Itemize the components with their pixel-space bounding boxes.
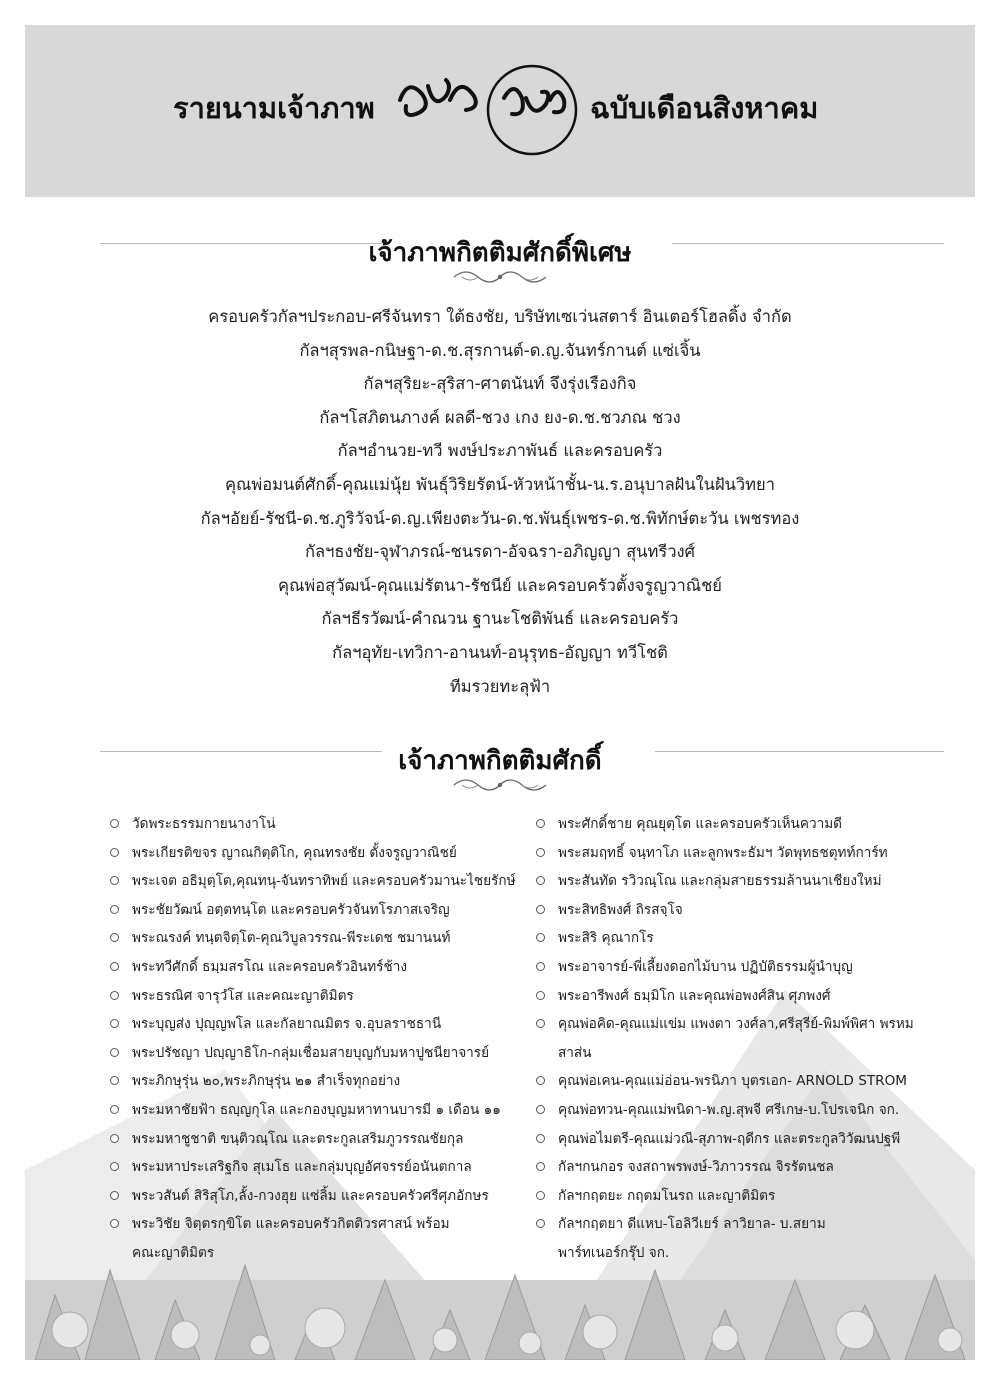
list-item: พระวิชัย จิตฺตรกฺขิโต และครอบครัวกิตติวรศาสน์ พร้อมคณะญาติมิตร — [108, 1210, 462, 1267]
list-item: คุณพ่อไมตรี-คุณแม่วณี-สุภาพ-ฤดีกร และตระกูลวิวัฒนปฐพี — [534, 1125, 954, 1154]
list-item: กัลฯอำนวย-ทวี พงษ์ประภาพันธ์ และครอบครัว — [337, 441, 663, 461]
circle-bullet-icon — [110, 1019, 119, 1028]
circle-bullet-icon — [536, 1019, 545, 1028]
list-item: พระอารีพงศ์ ธมฺมิโก และคุณพ่อพงศ์สิน ศุภพงศ์ — [534, 982, 954, 1011]
list-item: พระธรณิศ จารุวํโส และคณะญาติมิตร — [108, 982, 533, 1011]
list-item: ทีมรวยทะลุฟ้า — [449, 676, 551, 696]
circle-bullet-icon — [110, 962, 119, 971]
list-item: กัลฯกฤตยะ กฤตมโนรถ และญาติมิตร — [534, 1182, 954, 1211]
circle-bullet-icon — [536, 962, 545, 971]
list-item: กัลฯกนกอร จงสถาพรพงษ์-วิภาวรรณ จิรรัตนชล — [534, 1153, 954, 1182]
list-item: พระสิทธิพงศ์ ถิรสจฺโจ — [534, 896, 954, 925]
circle-bullet-icon — [110, 1162, 119, 1171]
list-item: พระวสันต์ สิริสุโภ,ลั้ง-กวงฮุย แซ่ลิ้ม และครอบครัวศรีศุภอักษร — [108, 1182, 533, 1211]
circle-bullet-icon — [536, 848, 545, 857]
honor-right-column — [534, 810, 954, 1268]
circle-bullet-icon — [536, 876, 545, 885]
list-item: พระศักดิ์ชาย คุณยุตฺโต และครอบครัวเห็นความดี — [534, 810, 954, 839]
header-left-text: รายนามเจ้าภาพ — [173, 91, 375, 125]
list-item: พระสิริ คุณากโร — [534, 924, 954, 953]
circle-bullet-icon — [536, 905, 545, 914]
list-item: คุณพ่อคิด-คุณแม่แข่ม แพงตา วงศ์ลา,ศรีสุรีย์-พิมพ์พิศา พรหมสาส่น — [534, 1010, 918, 1067]
circle-bullet-icon — [110, 848, 119, 857]
list-item: วัดพระธรรมกายนางาโน่ — [108, 810, 533, 839]
list-item: กัลฯโสภิตนภางค์ ผลดี-ชวง เกง ยง-ด.ช.ชวภณ ชวง — [319, 407, 681, 427]
circle-bullet-icon — [536, 819, 545, 828]
list-item: พระมหาชัยฟ้า ธญฺญกุโล และกองบุญมหาทานบารมี ๑ เดือน ๑๑ — [108, 1096, 533, 1125]
circle-bullet-icon — [110, 876, 119, 885]
circle-bullet-icon — [110, 1076, 119, 1085]
circle-bullet-icon — [110, 1219, 119, 1228]
header-right-text: ฉบับเดือนสิงหาคม — [590, 91, 819, 125]
honor-left-column — [108, 810, 533, 1268]
list-item: กัลฯอุทัย-เทวิกา-อานนท์-อนุรุทธ-อัญญา ทวีโชติ — [332, 642, 668, 662]
circle-bullet-icon — [110, 933, 119, 942]
list-item: พระชัยวัฒน์ อตฺตทนฺโต และครอบครัวจันทโรภาสเจริญ — [108, 896, 533, 925]
special-section-title: เจ้าภาพกิตติมศักดิ์พิเศษ — [368, 238, 632, 268]
list-item: กัลฯธีรวัฒน์-คำณวน ฐานะโชติพันธ์ และครอบครัว — [321, 609, 679, 629]
list-item: พระเจต อธิมุตฺโต,คุณทนุ-จันทราทิพย์ และครอบครัวมานะไชยรักษ์ — [108, 867, 533, 896]
circle-bullet-icon — [536, 1076, 545, 1085]
list-item: กัลฯธงชัย-จุฬาภรณ์-ชนรดา-อัจฉรา-อภิญญา สุนทรีวงศ์ — [305, 542, 695, 562]
list-item: พระสมฤทธิ์ จนฺทาโภ และลูกพระธัมฯ วัดพุทธชตุทท์การ์ท — [534, 839, 954, 868]
list-item: พระเกียรติขจร ญาณกิตฺติโก, คุณทรงชัย ตั้งจรูญวาณิชย์ — [108, 839, 533, 868]
circle-bullet-icon — [110, 1048, 119, 1057]
honor-section-title: เจ้าภาพกิตติมศักดิ์ — [398, 746, 602, 776]
circle-bullet-icon — [536, 1219, 545, 1228]
list-item: พระมหาประเสริฐกิจ สุเมโธ และกลุ่มบุญอัศจรรย์อนันตกาล — [108, 1153, 533, 1182]
list-item: พระบุญส่ง ปุญฺญพโล และกัลยาณมิตร จ.อุบลราชธานี — [108, 1010, 533, 1039]
list-item: กัลฯสุรพล-กนิษฐา-ด.ช.สุรกานต์-ด.ญ.จันทร์กานต์ แซ่เจิ้น — [299, 340, 701, 360]
header-banner — [25, 25, 975, 197]
ornament-divider-icon — [452, 267, 548, 287]
list-item: พระภิกษุรุ่น ๒๐,พระภิกษุรุ่น ๒๑ สำเร็จทุกอย่าง — [108, 1067, 533, 1096]
list-item: กัลฯกฤตยา ดีแหบ-โอลิวีเยร์ ลาวิยาล- บ.สยามพาร์ทเนอร์กรุ๊ป จก. — [534, 1210, 828, 1267]
list-item: กัลฯอัยย์-รัชนี-ด.ช.ภูริวัจน์-ด.ญ.เพียงตะวัน-ด.ช.พันธุ์เพชร-ด.ช.พิทักษ์ตะวัน เพชรทอง — [200, 508, 800, 528]
list-item: คุณพ่อมนต์ศักดิ์-คุณแม่นุ้ย พันธุ์วิริยรัตน์-หัวหน้าชั้น-น.ร.อนุบาลฝันในฝันวิทยา — [225, 474, 775, 494]
list-item: คุณพ่อสุวัฒน์-คุณแม่รัตนา-รัชนีย์ และครอบครัวตั้งจรูญวาณิชย์ — [278, 575, 722, 595]
list-item: พระปรัชญา ปญฺญาธิโก-กลุ่มเชื่อมสายบุญกับมหาปูชนียาจารย์ — [108, 1039, 533, 1068]
list-item: ครอบครัวกัลฯประกอบ-ศรีจันทรา ใต้ธงชัย, บริษัทเซเว่นสตาร์ อินเตอร์โฮลดิ้ง จำกัด — [208, 307, 792, 326]
circle-bullet-icon — [110, 991, 119, 1000]
ornament-divider-icon — [452, 775, 548, 795]
circle-bullet-icon — [536, 1134, 545, 1143]
circle-bullet-icon — [110, 905, 119, 914]
circle-bullet-icon — [536, 933, 545, 942]
circle-bullet-icon — [536, 1162, 545, 1171]
circle-bullet-icon — [110, 1191, 119, 1200]
special-donor-list — [0, 300, 1000, 703]
magazine-logo — [380, 30, 590, 170]
list-item: คุณพ่อเคน-คุณแม่อ่อน-พรนิภา บุตรเอก- ARNOLD STROM — [534, 1067, 954, 1096]
circle-bullet-icon — [536, 991, 545, 1000]
circle-bullet-icon — [110, 819, 119, 828]
list-item: กัลฯสุริยะ-สุริสา-ศาตนันท์ จึงรุ่งเรืองกิจ — [363, 374, 637, 394]
circle-bullet-icon — [110, 1134, 119, 1143]
list-item: พระอาจารย์-พี่เลี้ยงดอกไม้บาน ปฏิบัติธรรมผู้นำบุญ — [534, 953, 954, 982]
list-item: คุณพ่อทวน-คุณแม่พนิดา-พ.ญ.สุพจี ศรีเกษ-บ.โปรเจนิก จก. — [534, 1096, 954, 1125]
circle-bullet-icon — [536, 1105, 545, 1114]
circle-bullet-icon — [536, 1191, 545, 1200]
list-item: พระณรงค์ ทนฺตจิตฺโต-คุณวิบูลวรรณ-พีระเดช ชมานนท์ — [108, 924, 533, 953]
circle-bullet-icon — [110, 1105, 119, 1114]
list-item: พระสันทัด รวิวณฺโณ และกลุ่มสายธรรมล้านนาเชียงใหม่ — [534, 867, 954, 896]
list-item: พระมหาชูชาติ ขนฺติวณฺโณ และตระกูลเสริมภูวรรณชัยกุล — [108, 1125, 533, 1154]
list-item: พระทวีศักดิ์ ธมฺมสรโณ และครอบครัวอินทร์ช้าง — [108, 953, 533, 982]
